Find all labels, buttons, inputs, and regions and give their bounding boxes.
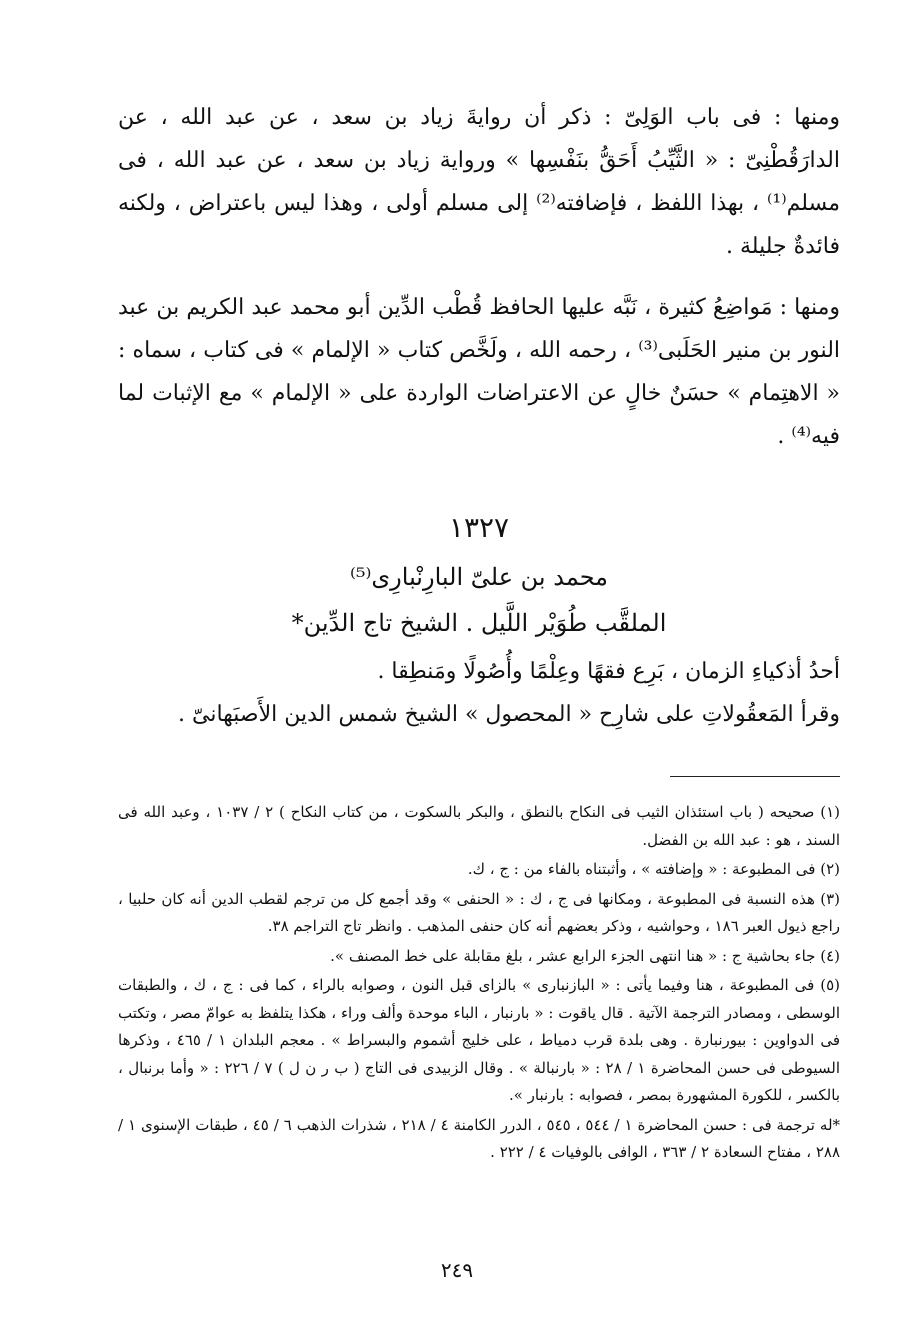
footnote-2: (٢) فى المطبوعة : « وإضافته » ، وأثبتناه بالفاء من : ج ، ك.	[467, 860, 840, 878]
entry-title: محمد بن علىّ البارِنْبارِى⁽⁵⁾	[349, 563, 609, 591]
entry-line-2: وقرأ المَعقُولاتِ على شارِح « المحصول » الشيخ شمس الدين الأَصبَهانىّ .	[178, 702, 840, 727]
footnote-3: (٣) هذه النسبة فى المطبوعة ، ومكانها فى ج ، ك : « الحنفى » وقد أجمع كل من ترجم لقطب الدين أنه كان حلبيا ، راجع ذيول العبر ١٨٦ ، وحواشيه ، وذكر بعضهم أنه كان حنفى المذهب . وانظر تاج التراجم ٣٨.	[118, 889, 840, 935]
footnote-1: (١) صحيحه ( باب استئذان الثيب فى النكاح بالنطق ، والبكر بالسكوت ، من كتاب النكاح ) ٢ / ١٠٣٧ ، وعبد الله فى السند ، هو : عبد الله بن الفضل.	[118, 803, 840, 849]
page-number: ٢٤٩	[440, 1258, 474, 1282]
body-paragraph-2: ومنها : مَواضِعُ كثيرة ، نَبَّه عليها الحافظ قُطْب الدِّين أبو محمد عبد الكريم بن عبد النور بن منير الحَلَبى⁽³⁾ ، رحمه الله ، ولَخَّص كتاب « الإلمام » فى كتاب ، سماه : « الاهتِمام » حسَنٌ خالٍ عن الاعتراضات الواردة على « الإلمام » مع الإثبات لما فيه⁽⁴⁾ .	[118, 295, 841, 449]
entry-number: ١٣٢٧	[448, 511, 510, 544]
body-paragraph-1: ومنها : فى باب الوَلِىّ : ذكر أن روايةَ زياد بن سعد ، عن عبد الله ، عن الدارَقُطْنِىّ : « الثَّيِّبُ أَحَقُّ بنَفْسِها » ورواية زياد بن سعد ، عن عبد الله ، فى مسلم⁽¹⁾ ، بهذا اللفظ ، فإضافته⁽²⁾ إلى مسلم أولى ، وهذا ليس باعتراض ، ولكنه فائدةٌ جليلة .	[118, 105, 840, 259]
entry-subtitle: الملقَّب طُوَيْر اللَّيل . الشيخ تاج الدِّين*	[291, 609, 667, 637]
footnote-5: (٥) فى المطبوعة ، هنا وفيما يأتى : « البازنبارى » بالزاى قبل النون ، وصوابه بالراء ، كما فى : ج ، ك ، والطبقات الوسطى ، ومصادر الترجمة الآتية . قال ياقوت : « بارنبار ، الباء موحدة وألف وراء ، هكذا يتلفظ به عوامّ مصر ، وتكتب فى الدواوين : بيورنبارة . وهى بلدة قرب دمياط ، على خليج أشموم والبسراط » . معجم البلدان ١ / ٤٦٥ ، وذكرها السيوطى فى حسن المحاضرة ١ / ٢٨ : « بارنبالة » . وقال الزبيدى فى التاج ( ب ر ن ل ) ٧ / ٢٢٦ : « وأما برنبال ، بالكسر ، للكورة المشهورة بمصر ، فصوابه : بارنبار ».	[118, 976, 841, 1104]
footnote-4: (٤) جاء بحاشية ج : « هنا انتهى الجزء الرابع عشر ، بلغ مقابلة على خط المصنف ».	[330, 946, 840, 965]
footnote-divider	[670, 776, 840, 777]
footnotes	[118, 799, 840, 1167]
footnote-sources: *له ترجمة فى : حسن المحاضرة ١ / ٥٤٤ ، ٥٤٥ ، الدرر الكامنة ٤ / ٢١٨ ، شذرات الذهب ٦ / ٤٥ ، طبقات الإسنوى ١ / ٢٨٨ ، مفتاح السعادة ٢ / ٣٦٣ ، الوافى بالوفيات ٤ / ٢٢٢ .	[118, 1115, 841, 1161]
page-content	[118, 96, 840, 1169]
entry-line-1: أحدُ أذكياءِ الزمان ، بَرِع فقهًا وعِلْمًا وأُصُولًا ومَنطِقا .	[377, 659, 840, 684]
